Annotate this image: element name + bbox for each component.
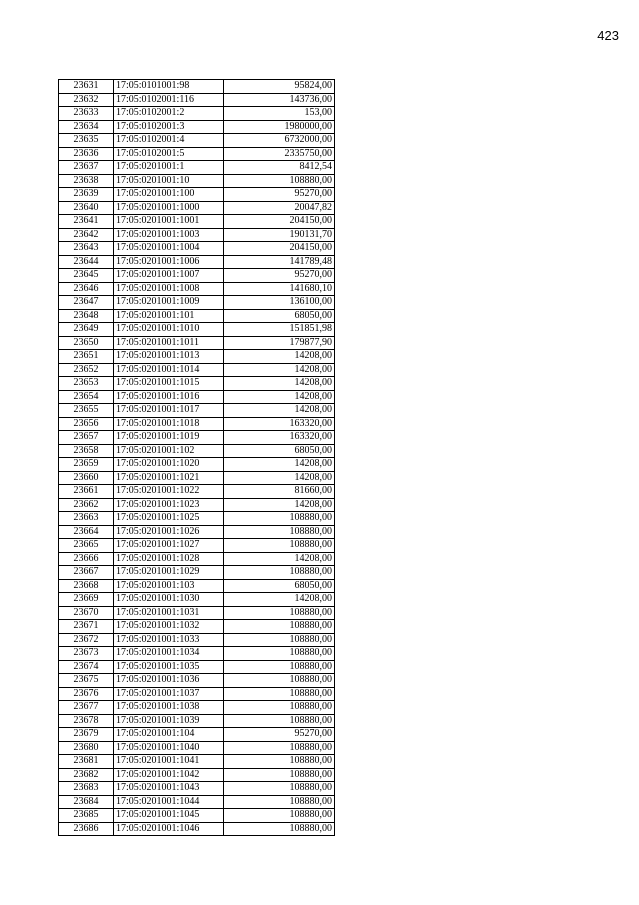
page-number: 423: [597, 28, 619, 43]
cadastral-number-cell: 17:05:0201001:1025: [114, 512, 224, 526]
row-number-cell: 23648: [59, 309, 114, 323]
row-number-cell: 23654: [59, 390, 114, 404]
row-number-cell: 23655: [59, 404, 114, 418]
row-number-cell: 23663: [59, 512, 114, 526]
cadastral-number-cell: 17:05:0201001:100: [114, 188, 224, 202]
row-number-cell: 23639: [59, 188, 114, 202]
cadastral-value-cell: 108880,00: [224, 809, 335, 823]
cadastral-number-cell: 17:05:0201001:1015: [114, 377, 224, 391]
row-number-cell: 23679: [59, 728, 114, 742]
cadastral-number-cell: 17:05:0201001:1021: [114, 471, 224, 485]
cadastral-number-cell: 17:05:0201001:1034: [114, 647, 224, 661]
row-number-cell: 23634: [59, 120, 114, 134]
cadastral-number-cell: 17:05:0201001:1016: [114, 390, 224, 404]
cadastral-value-cell: 95824,00: [224, 80, 335, 94]
cadastral-number-cell: 17:05:0201001:1008: [114, 282, 224, 296]
cadastral-number-cell: 17:05:0201001:1031: [114, 606, 224, 620]
row-number-cell: 23659: [59, 458, 114, 472]
row-number-cell: 23638: [59, 174, 114, 188]
table-row: [59, 336, 335, 350]
table-row: [59, 552, 335, 566]
cadastral-value-cell: 2335750,00: [224, 147, 335, 161]
cadastral-number-cell: 17:05:0201001:1003: [114, 228, 224, 242]
cadastral-value-cell: 14208,00: [224, 377, 335, 391]
table-row: [59, 606, 335, 620]
cadastral-value-cell: 81660,00: [224, 485, 335, 499]
row-number-cell: 23650: [59, 336, 114, 350]
cadastral-value-cell: 68050,00: [224, 309, 335, 323]
row-number-cell: 23637: [59, 161, 114, 175]
cadastral-value-cell: 14208,00: [224, 593, 335, 607]
cadastral-value-table: [58, 79, 335, 836]
row-number-cell: 23684: [59, 795, 114, 809]
table-row: [59, 768, 335, 782]
cadastral-value-cell: 108880,00: [224, 795, 335, 809]
row-number-cell: 23673: [59, 647, 114, 661]
table-row: [59, 458, 335, 472]
cadastral-value-cell: 108880,00: [224, 660, 335, 674]
cadastral-value-cell: 108880,00: [224, 701, 335, 715]
table-row: [59, 660, 335, 674]
cadastral-number-cell: 17:05:0201001:1045: [114, 809, 224, 823]
table-row: [59, 390, 335, 404]
cadastral-value-cell: 108880,00: [224, 782, 335, 796]
cadastral-number-cell: 17:05:0201001:1019: [114, 431, 224, 445]
row-number-cell: 23670: [59, 606, 114, 620]
cadastral-number-cell: 17:05:0201001:1026: [114, 525, 224, 539]
row-number-cell: 23667: [59, 566, 114, 580]
cadastral-number-cell: 17:05:0201001:1027: [114, 539, 224, 553]
cadastral-value-cell: 8412,54: [224, 161, 335, 175]
cadastral-value-cell: 190131,70: [224, 228, 335, 242]
cadastral-value-cell: 14208,00: [224, 458, 335, 472]
table-row: [59, 512, 335, 526]
cadastral-number-cell: 17:05:0201001:104: [114, 728, 224, 742]
table-row: [59, 107, 335, 121]
table-row: [59, 188, 335, 202]
table-row: [59, 228, 335, 242]
row-number-cell: 23686: [59, 822, 114, 836]
row-number-cell: 23678: [59, 714, 114, 728]
cadastral-number-cell: 17:05:0201001:1017: [114, 404, 224, 418]
cadastral-number-cell: 17:05:0201001:1018: [114, 417, 224, 431]
cadastral-number-cell: 17:05:0201001:101: [114, 309, 224, 323]
table-row: [59, 161, 335, 175]
table-row: [59, 579, 335, 593]
cadastral-value-cell: 108880,00: [224, 768, 335, 782]
cadastral-number-cell: 17:05:0201001:1023: [114, 498, 224, 512]
cadastral-number-cell: 17:05:0102001:116: [114, 93, 224, 107]
cadastral-number-cell: 17:05:0201001:1032: [114, 620, 224, 634]
table-row: [59, 782, 335, 796]
cadastral-value-cell: 14208,00: [224, 471, 335, 485]
row-number-cell: 23646: [59, 282, 114, 296]
row-number-cell: 23660: [59, 471, 114, 485]
row-number-cell: 23636: [59, 147, 114, 161]
cadastral-number-cell: 17:05:0201001:1007: [114, 269, 224, 283]
table-row: [59, 120, 335, 134]
cadastral-number-cell: 17:05:0201001:1006: [114, 255, 224, 269]
cadastral-number-cell: 17:05:0102001:4: [114, 134, 224, 148]
table-row: [59, 701, 335, 715]
cadastral-value-cell: 14208,00: [224, 390, 335, 404]
cadastral-value-cell: 6732000,00: [224, 134, 335, 148]
cadastral-value-cell: 14208,00: [224, 404, 335, 418]
table-row: [59, 296, 335, 310]
table-row: [59, 755, 335, 769]
table-row: [59, 80, 335, 94]
table-row: [59, 417, 335, 431]
table-row: [59, 728, 335, 742]
cadastral-value-cell: 108880,00: [224, 174, 335, 188]
row-number-cell: 23677: [59, 701, 114, 715]
cadastral-number-cell: 17:05:0102001:2: [114, 107, 224, 121]
cadastral-value-cell: 108880,00: [224, 620, 335, 634]
row-number-cell: 23666: [59, 552, 114, 566]
table-row: [59, 620, 335, 634]
cadastral-value-cell: 95270,00: [224, 269, 335, 283]
row-number-cell: 23672: [59, 633, 114, 647]
row-number-cell: 23633: [59, 107, 114, 121]
table-row: [59, 633, 335, 647]
cadastral-number-cell: 17:05:0102001:5: [114, 147, 224, 161]
table-row: [59, 674, 335, 688]
cadastral-number-cell: 17:05:0201001:1014: [114, 363, 224, 377]
table-row: [59, 471, 335, 485]
table-row: [59, 566, 335, 580]
cadastral-number-cell: 17:05:0201001:1038: [114, 701, 224, 715]
cadastral-number-cell: 17:05:0201001:1030: [114, 593, 224, 607]
cadastral-number-cell: 17:05:0101001:98: [114, 80, 224, 94]
table-row: [59, 593, 335, 607]
cadastral-number-cell: 17:05:0201001:1041: [114, 755, 224, 769]
table-row: [59, 147, 335, 161]
cadastral-number-cell: 17:05:0201001:1000: [114, 201, 224, 215]
cadastral-value-cell: 108880,00: [224, 822, 335, 836]
row-number-cell: 23671: [59, 620, 114, 634]
cadastral-value-cell: 108880,00: [224, 755, 335, 769]
cadastral-number-cell: 17:05:0102001:3: [114, 120, 224, 134]
cadastral-value-cell: 20047,82: [224, 201, 335, 215]
row-number-cell: 23635: [59, 134, 114, 148]
cadastral-value-cell: 163320,00: [224, 417, 335, 431]
row-number-cell: 23661: [59, 485, 114, 499]
table-row: [59, 377, 335, 391]
row-number-cell: 23665: [59, 539, 114, 553]
cadastral-value-cell: 204150,00: [224, 215, 335, 229]
table-row: [59, 809, 335, 823]
row-number-cell: 23652: [59, 363, 114, 377]
cadastral-number-cell: 17:05:0201001:1037: [114, 687, 224, 701]
table-row: [59, 647, 335, 661]
table-row: [59, 215, 335, 229]
row-number-cell: 23681: [59, 755, 114, 769]
row-number-cell: 23675: [59, 674, 114, 688]
row-number-cell: 23644: [59, 255, 114, 269]
cadastral-value-cell: 14208,00: [224, 552, 335, 566]
cadastral-number-cell: 17:05:0201001:1029: [114, 566, 224, 580]
cadastral-value-cell: 68050,00: [224, 579, 335, 593]
row-number-cell: 23658: [59, 444, 114, 458]
table-row: [59, 309, 335, 323]
row-number-cell: 23657: [59, 431, 114, 445]
cadastral-value-cell: 14208,00: [224, 363, 335, 377]
row-number-cell: 23651: [59, 350, 114, 364]
cadastral-number-cell: 17:05:0201001:1039: [114, 714, 224, 728]
cadastral-value-cell: 108880,00: [224, 525, 335, 539]
row-number-cell: 23647: [59, 296, 114, 310]
row-number-cell: 23631: [59, 80, 114, 94]
table-body: [59, 80, 335, 836]
table-row: [59, 350, 335, 364]
cadastral-value-cell: 108880,00: [224, 566, 335, 580]
cadastral-number-cell: 17:05:0201001:1010: [114, 323, 224, 337]
cadastral-value-cell: 108880,00: [224, 512, 335, 526]
cadastral-number-cell: 17:05:0201001:1046: [114, 822, 224, 836]
table-row: [59, 134, 335, 148]
cadastral-number-cell: 17:05:0201001:1033: [114, 633, 224, 647]
row-number-cell: 23649: [59, 323, 114, 337]
cadastral-number-cell: 17:05:0201001:1028: [114, 552, 224, 566]
cadastral-number-cell: 17:05:0201001:102: [114, 444, 224, 458]
cadastral-value-cell: 153,00: [224, 107, 335, 121]
cadastral-number-cell: 17:05:0201001:1044: [114, 795, 224, 809]
row-number-cell: 23643: [59, 242, 114, 256]
cadastral-value-cell: 141789,48: [224, 255, 335, 269]
row-number-cell: 23653: [59, 377, 114, 391]
cadastral-number-cell: 17:05:0201001:1042: [114, 768, 224, 782]
row-number-cell: 23680: [59, 741, 114, 755]
cadastral-number-cell: 17:05:0201001:103: [114, 579, 224, 593]
row-number-cell: 23662: [59, 498, 114, 512]
cadastral-number-cell: 17:05:0201001:1022: [114, 485, 224, 499]
cadastral-number-cell: 17:05:0201001:1004: [114, 242, 224, 256]
table-row: [59, 822, 335, 836]
table-row: [59, 498, 335, 512]
table-row: [59, 242, 335, 256]
row-number-cell: 23674: [59, 660, 114, 674]
cadastral-value-cell: 141680,10: [224, 282, 335, 296]
cadastral-number-cell: 17:05:0201001:1: [114, 161, 224, 175]
table-row: [59, 174, 335, 188]
cadastral-value-cell: 14208,00: [224, 498, 335, 512]
cadastral-value-cell: 108880,00: [224, 647, 335, 661]
cadastral-number-cell: 17:05:0201001:1043: [114, 782, 224, 796]
cadastral-number-cell: 17:05:0201001:1001: [114, 215, 224, 229]
cadastral-number-cell: 17:05:0201001:10: [114, 174, 224, 188]
row-number-cell: 23656: [59, 417, 114, 431]
cadastral-value-cell: 108880,00: [224, 633, 335, 647]
cadastral-number-cell: 17:05:0201001:1011: [114, 336, 224, 350]
row-number-cell: 23642: [59, 228, 114, 242]
cadastral-value-cell: 179877,90: [224, 336, 335, 350]
cadastral-value-cell: 163320,00: [224, 431, 335, 445]
table-row: [59, 687, 335, 701]
table-row: [59, 485, 335, 499]
cadastral-value-cell: 136100,00: [224, 296, 335, 310]
table-row: [59, 404, 335, 418]
cadastral-value-cell: 95270,00: [224, 188, 335, 202]
table-row: [59, 93, 335, 107]
row-number-cell: 23640: [59, 201, 114, 215]
cadastral-value-cell: 108880,00: [224, 687, 335, 701]
row-number-cell: 23664: [59, 525, 114, 539]
row-number-cell: 23682: [59, 768, 114, 782]
row-number-cell: 23668: [59, 579, 114, 593]
row-number-cell: 23641: [59, 215, 114, 229]
table-row: [59, 282, 335, 296]
cadastral-value-cell: 108880,00: [224, 539, 335, 553]
table-row: [59, 269, 335, 283]
row-number-cell: 23645: [59, 269, 114, 283]
cadastral-number-cell: 17:05:0201001:1009: [114, 296, 224, 310]
cadastral-number-cell: 17:05:0201001:1020: [114, 458, 224, 472]
table-row: [59, 539, 335, 553]
cadastral-number-cell: 17:05:0201001:1040: [114, 741, 224, 755]
table-row: [59, 444, 335, 458]
cadastral-value-cell: 108880,00: [224, 714, 335, 728]
row-number-cell: 23669: [59, 593, 114, 607]
cadastral-number-cell: 17:05:0201001:1013: [114, 350, 224, 364]
cadastral-value-cell: 1980000,00: [224, 120, 335, 134]
table-row: [59, 525, 335, 539]
table-row: [59, 255, 335, 269]
cadastral-value-cell: 14208,00: [224, 350, 335, 364]
row-number-cell: 23683: [59, 782, 114, 796]
table-row: [59, 201, 335, 215]
row-number-cell: 23676: [59, 687, 114, 701]
cadastral-value-cell: 143736,00: [224, 93, 335, 107]
cadastral-number-cell: 17:05:0201001:1035: [114, 660, 224, 674]
table-row: [59, 363, 335, 377]
table-row: [59, 714, 335, 728]
table-row: [59, 323, 335, 337]
cadastral-number-cell: 17:05:0201001:1036: [114, 674, 224, 688]
cadastral-value-cell: 108880,00: [224, 741, 335, 755]
table-row: [59, 741, 335, 755]
cadastral-value-cell: 204150,00: [224, 242, 335, 256]
row-number-cell: 23685: [59, 809, 114, 823]
table-row: [59, 795, 335, 809]
cadastral-value-cell: 108880,00: [224, 606, 335, 620]
table-row: [59, 431, 335, 445]
cadastral-value-cell: 108880,00: [224, 674, 335, 688]
cadastral-value-cell: 68050,00: [224, 444, 335, 458]
cadastral-value-cell: 95270,00: [224, 728, 335, 742]
cadastral-value-cell: 151851,98: [224, 323, 335, 337]
row-number-cell: 23632: [59, 93, 114, 107]
